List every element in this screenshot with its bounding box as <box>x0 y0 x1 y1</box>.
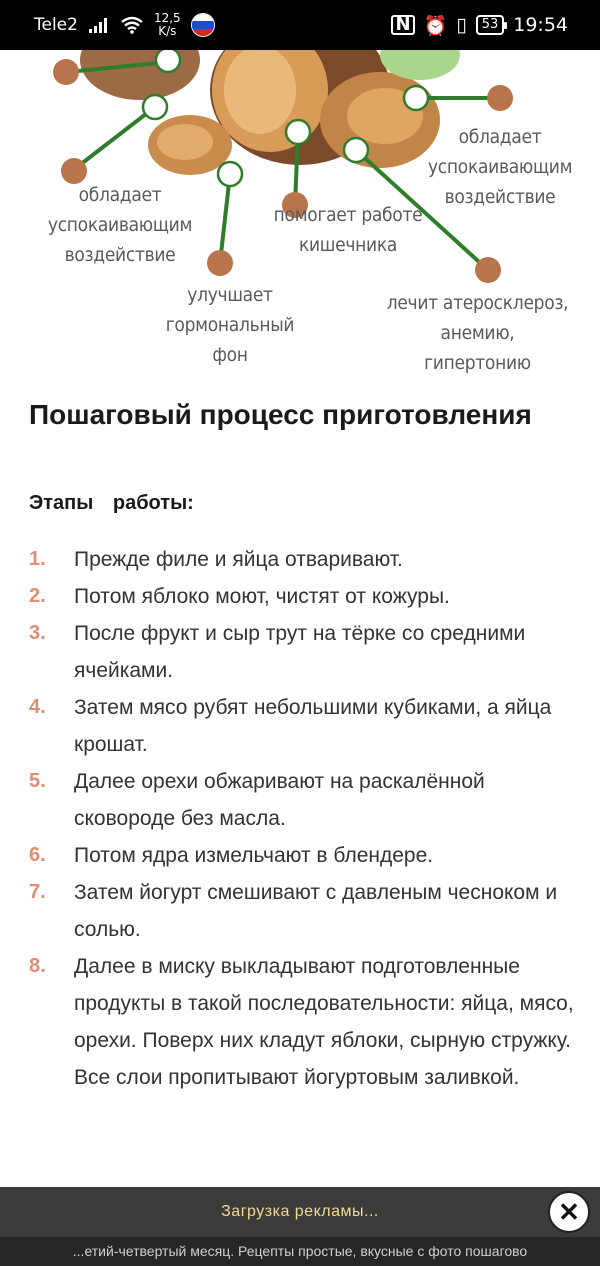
section-heading: Пошаговый процесс приготовления <box>29 399 532 430</box>
battery-icon: 53 <box>476 15 505 35</box>
benefit-label: обладает успокаивающим воздействие <box>428 126 573 208</box>
alarm-icon: ⏰ <box>423 14 448 37</box>
benefit-label: лечит атеросклероз, анемию, гипертонию <box>386 292 569 374</box>
vibrate-icon: ▯ <box>456 14 467 36</box>
step-text: После фрукт и сыр трут на тёрке со средними ячейками. <box>74 622 526 682</box>
list-item <box>0 541 600 578</box>
close-icon: ✕ <box>558 1197 580 1227</box>
status-bar <box>0 0 600 50</box>
step-text: Затем мясо рубят небольшими кубиками, а яйца крошат. <box>74 696 552 756</box>
close-ad-button[interactable] <box>548 1191 590 1233</box>
stages-subheading: Этапы работы: <box>29 492 194 514</box>
ad-banner[interactable] <box>0 1187 600 1237</box>
step-text: Далее орехи обжаривают на раскалённой сковороде без масла. <box>74 770 485 830</box>
steps-list <box>0 541 600 1096</box>
benefit-label: обладает успокаивающим воздействие <box>47 184 193 266</box>
step-number: 1. <box>29 548 46 570</box>
step-text: Затем йогурт смешивают с давленым чесноком и солью. <box>74 881 558 941</box>
benefit-label: помогает работе кишечника <box>273 204 423 256</box>
nfc-icon: N <box>391 15 414 35</box>
step-number: 7. <box>29 881 46 903</box>
walnut-benefits-infographic <box>0 50 600 390</box>
network-speed: 12,5 K/s <box>153 11 181 38</box>
ad-loading-label: Загрузка рекламы... <box>221 1203 379 1220</box>
step-number: 8. <box>29 955 46 977</box>
carrier-name: Tele2 <box>34 15 78 35</box>
list-item <box>0 874 600 948</box>
list-item <box>0 948 600 1096</box>
step-text: Потом яблоко моют, чистят от кожуры. <box>74 585 450 608</box>
list-item <box>0 578 600 615</box>
clock: 19:54 <box>513 14 568 36</box>
step-number: 2. <box>29 585 46 607</box>
step-number: 3. <box>29 622 46 644</box>
list-item <box>0 837 600 874</box>
step-text: Потом ядра измельчают в блендере. <box>74 844 434 867</box>
list-item <box>0 763 600 837</box>
wifi-icon <box>120 16 144 34</box>
step-number: 4. <box>29 696 46 718</box>
russia-flag-icon <box>191 13 215 37</box>
step-text: Далее в миску выкладывают подготовленные продукты в такой последовательности: яйца, мясо, орехи. Поверх них кладут яблоки, сырную стружку. Все слои пропитывают йогуртовым заливкой. <box>74 955 574 1089</box>
list-item <box>0 689 600 763</box>
benefit-label: улучшает гормональный фон <box>165 284 295 366</box>
list-item <box>0 615 600 689</box>
step-text: Прежде филе и яйца отваривают. <box>74 548 403 571</box>
step-number: 6. <box>29 844 46 866</box>
step-number: 5. <box>29 770 46 792</box>
footer-ticker[interactable]: ...етий-четвертый месяц. Рецепты простые, вкусные с фото пошагово <box>0 1237 600 1266</box>
signal-icon <box>88 16 110 34</box>
